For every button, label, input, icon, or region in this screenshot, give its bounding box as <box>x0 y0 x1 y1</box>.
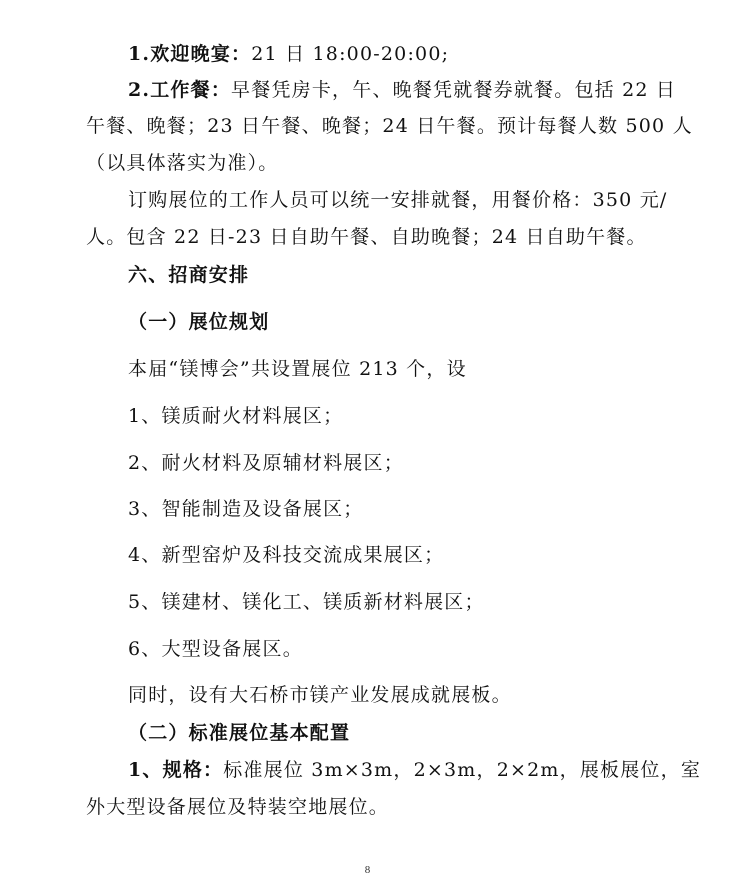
booth-intro: 本届“镁博会”共设置展位 213 个，设 <box>128 358 467 380</box>
spec-line-1 <box>128 758 701 782</box>
zone-item: 1、镁质耐火材料展区； <box>128 405 344 427</box>
spec-text-1: 标准展位 3m×3m，2×3m，2×2m，展板展位，室 <box>223 759 702 781</box>
work-meal-line-2: 午餐、晚餐；23 日午餐、晚餐；24 日午餐。预计每餐人数 500 人 <box>86 115 693 137</box>
zone-item: 5、镁建材、镁化工、镁质新材料展区； <box>128 591 485 613</box>
achievement-board-text: 同时，设有大石桥市镁产业发展成就展板。 <box>128 684 512 706</box>
staff-meal-line-1: 订购展位的工作人员可以统一安排就餐，用餐价格：350 元/ <box>128 189 668 211</box>
spec-label: 1、规格： <box>128 759 224 781</box>
page-number: 8 <box>364 864 371 876</box>
zone-item: 4、新型窑炉及科技交流成果展区； <box>128 544 445 566</box>
subsection-heading-standard-booth: （二）标准展位基本配置 <box>128 722 351 744</box>
staff-meal-line-2: 人。包含 22 日-23 日自助午餐、自助晚餐；24 日自助午餐。 <box>86 226 647 248</box>
zone-item: 6、大型设备展区。 <box>128 638 303 660</box>
spec-line-2: 外大型设备展位及特装空地展位。 <box>86 796 390 818</box>
subsection-heading-booth-planning: （一）展位规划 <box>128 311 270 333</box>
zone-item: 2、耐火材料及原辅材料展区； <box>128 452 404 474</box>
work-meal-text-1: 早餐凭房卡，午、晚餐凭就餐券就餐。包括 22 日 <box>231 79 677 101</box>
welcome-dinner-time: 21 日 18:00-20:00; <box>251 43 450 65</box>
work-meal-line-3: （以具体落实为准）。 <box>86 152 279 174</box>
zone-item: 3、智能制造及设备展区； <box>128 498 364 520</box>
welcome-dinner-label: 1.欢迎晚宴： <box>128 43 252 65</box>
welcome-dinner-line <box>128 42 449 66</box>
section-heading-investment: 六、招商安排 <box>128 264 250 286</box>
work-meal-label: 2.工作餐： <box>128 79 232 101</box>
work-meal-line-1 <box>128 78 676 102</box>
